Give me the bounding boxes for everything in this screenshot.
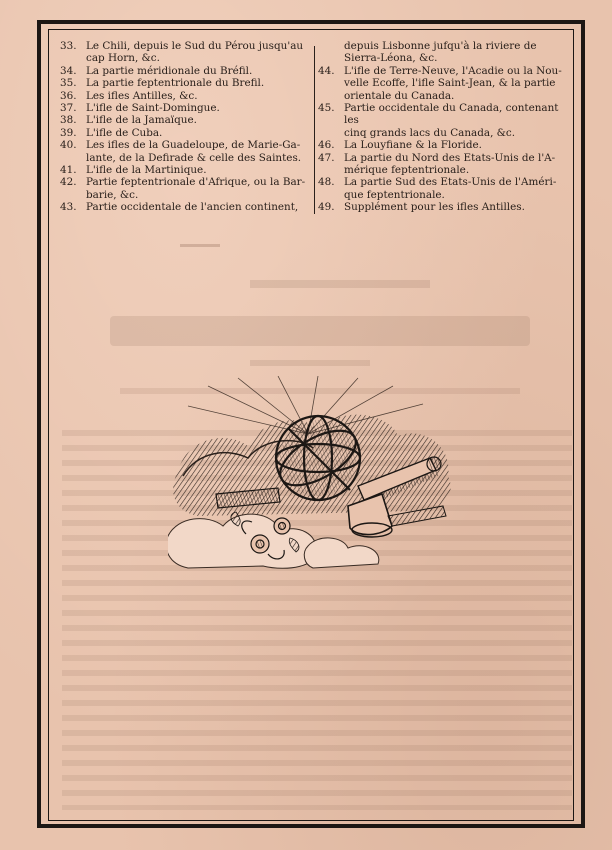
item-text: Le Chili, depuis le Sud du Pérou jusqu'au: [86, 40, 304, 52]
list-item-45: [318, 102, 570, 139]
list-item-33: [60, 40, 312, 65]
item-number: 33.: [60, 40, 77, 52]
item-text: La partie feptentrionale du Brefil.: [86, 77, 265, 90]
item-number: 44.: [318, 64, 335, 77]
item-text: L'ifle de la Jamaïque.: [86, 114, 197, 127]
list-item-43-continued: [318, 40, 570, 52]
armillary-sphere-telescope-vignette-icon: [168, 376, 460, 574]
list-item-44: [318, 65, 570, 102]
item-text: Les ifles Antilles, &c.: [86, 89, 198, 102]
list-item-43: [60, 201, 312, 213]
item-text: L'ifle de Terre-Neuve, l'Acadie ou la Nou-: [344, 64, 562, 77]
item-number: 49.: [318, 201, 335, 214]
left-column-list: [60, 40, 312, 214]
list-item-34: [60, 65, 312, 77]
list-item-48: [318, 176, 570, 201]
item-number: 39.: [60, 126, 77, 139]
item-number: 41.: [60, 164, 77, 177]
item-text: Partie occidentale du Canada, contenant les: [344, 102, 559, 127]
item-text: Supplément pour les ifles Antilles.: [344, 201, 525, 214]
list-item-41: [60, 164, 312, 176]
item-number: 42.: [60, 176, 77, 189]
item-text-cont: Sierra-Léona, &c.: [344, 52, 438, 65]
item-number: 40.: [60, 139, 77, 152]
list-item-42: [60, 176, 312, 201]
item-number: 38.: [60, 114, 77, 127]
item-number: 47.: [318, 151, 335, 164]
item-text-cont: lante, de la Defirade & celle des Saintes.: [86, 151, 302, 164]
list-item-36: [60, 90, 312, 102]
item-text-cont: velle Ecoffe, l'ifle Saint-Jean, & la partie orientale du Canada.: [344, 77, 556, 102]
item-text-cont: depuis Lisbonne jufqu'à la riviere de: [344, 40, 537, 52]
item-text-cont: que feptentrionale.: [344, 188, 445, 201]
list-item-37: [60, 102, 312, 114]
item-text: La partie Sud des Etats-Unis de l'Améri-: [344, 176, 557, 189]
list-item-39: [60, 127, 312, 139]
item-number: 36.: [60, 89, 77, 102]
list-item-49: [318, 201, 570, 213]
item-text: Partie feptentrionale d'Afrique, ou la Bar-: [86, 176, 306, 189]
list-item-46: [318, 139, 570, 151]
item-number: 45.: [318, 102, 335, 115]
item-text: L'ifle de Saint-Domingue.: [86, 102, 220, 115]
right-column-list: [318, 40, 570, 214]
item-text: La Louyfiane & la Floride.: [344, 139, 482, 152]
item-text: L'ifle de la Martinique.: [86, 164, 207, 177]
item-text-cont: cinq grands lacs du Canada, &c.: [344, 126, 516, 139]
item-number: 43.: [60, 201, 77, 214]
item-text: Les ifles de la Guadeloupe, de Marie-Ga-: [86, 139, 301, 152]
item-text: La partie méridionale du Bréfil.: [86, 64, 253, 77]
item-text-cont: barie, &c.: [86, 188, 139, 201]
list-item-43-continued-2: [318, 52, 570, 64]
list-item-40: [60, 139, 312, 164]
item-text: La partie du Nord des Etats-Unis de l'A-: [344, 151, 556, 164]
item-text-cont: mérique feptentrionale.: [344, 164, 470, 177]
item-number: 46.: [318, 139, 335, 152]
item-number: 35.: [60, 77, 77, 90]
item-text: Partie occidentale de l'ancien continent,: [86, 201, 299, 214]
column-divider: [314, 46, 315, 214]
item-number: 34.: [60, 64, 77, 77]
list-item-38: [60, 114, 312, 126]
item-number: 37.: [60, 102, 77, 115]
list-item-47: [318, 152, 570, 177]
list-item-35: [60, 77, 312, 89]
item-text-cont: cap Horn, &c.: [86, 52, 160, 65]
item-number: 48.: [318, 176, 335, 189]
item-text: L'ifle de Cuba.: [86, 126, 163, 139]
